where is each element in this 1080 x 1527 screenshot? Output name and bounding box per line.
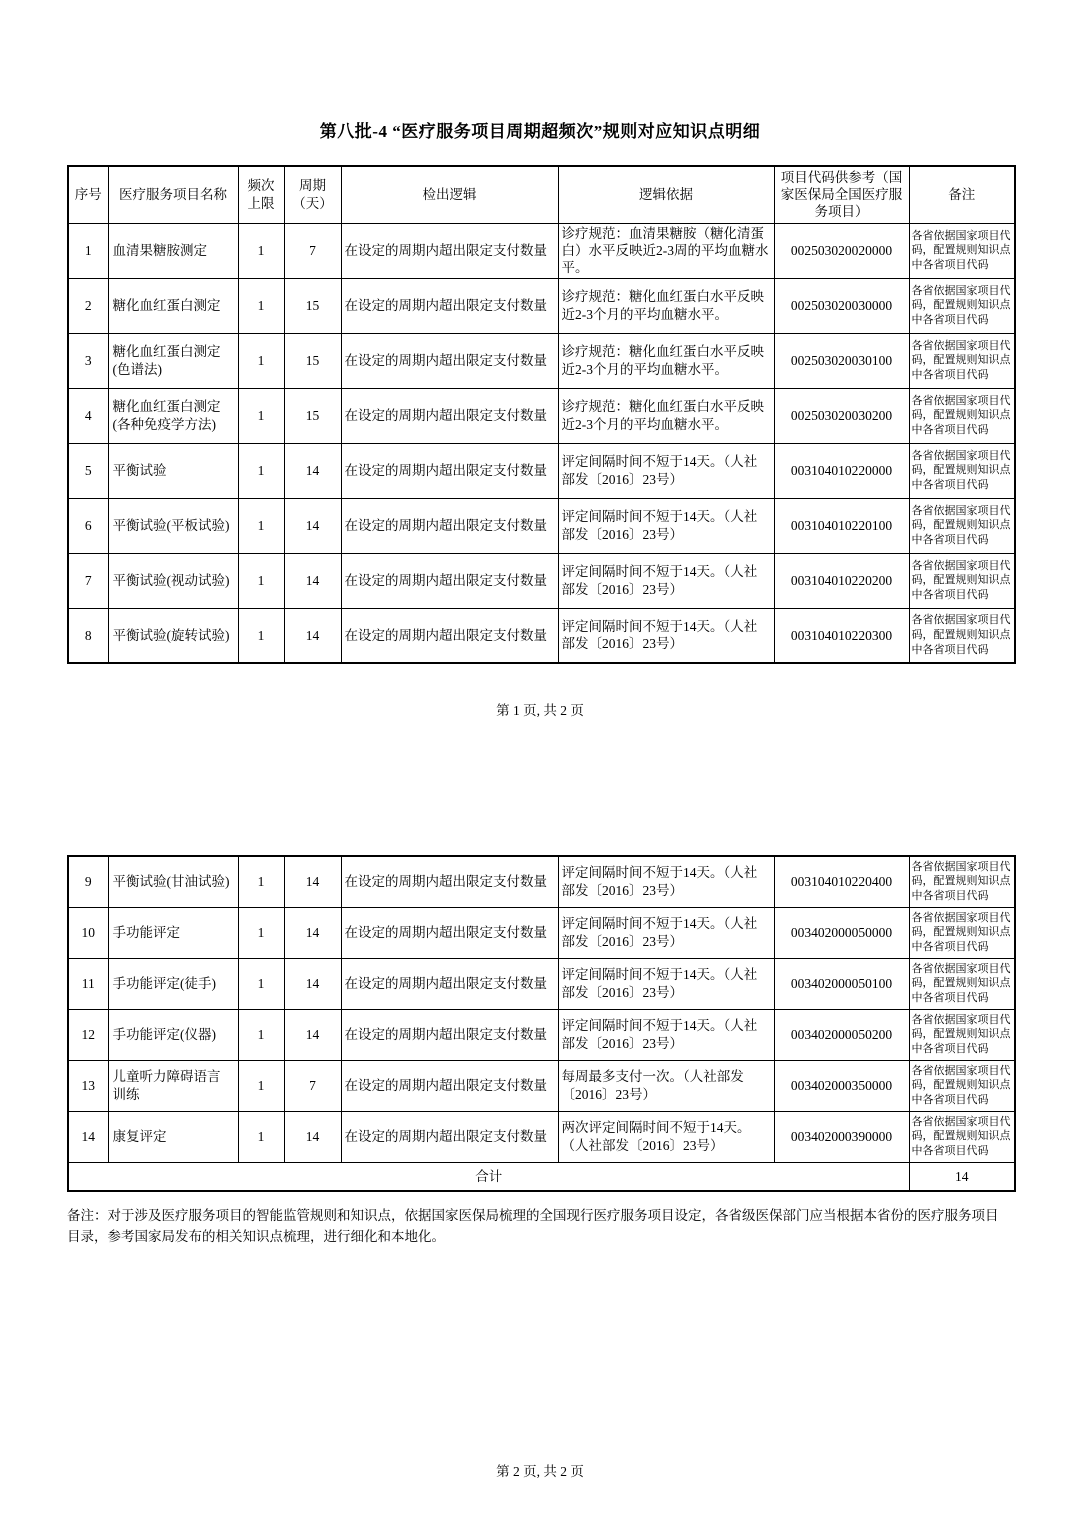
cell-period: 14: [284, 608, 341, 663]
cell-name: 手功能评定: [108, 907, 238, 958]
cell-period: 15: [284, 333, 341, 388]
cell-logic: 在设定的周期内超出限定支付数量: [341, 333, 558, 388]
table-row: [68, 333, 1015, 388]
cell-freq: 1: [238, 1060, 284, 1111]
total-label-cell: 合计: [68, 1162, 909, 1191]
cell-freq: 1: [238, 498, 284, 553]
cell-code: 002503020020000: [774, 223, 909, 278]
document-title: 第八批-4 “医疗服务项目周期超频次”规则对应知识点明细: [319, 122, 761, 141]
cell-name: 康复评定: [108, 1111, 238, 1162]
cell-code: 002503020030000: [774, 278, 909, 333]
cell-period: 14: [284, 1009, 341, 1060]
column-header-name: 医疗服务项目名称: [108, 166, 238, 223]
total-value-cell: 14: [909, 1162, 1015, 1191]
cell-basis: 诊疗规范：糖化血红蛋白水平反映近2-3个月的平均血糖水平。: [558, 278, 774, 333]
cell-seq: 3: [68, 333, 108, 388]
cell-code: 003104010220300: [774, 608, 909, 663]
cell-seq: 11: [68, 958, 108, 1009]
column-header-period: 周期（天）: [284, 166, 341, 223]
cell-logic: 在设定的周期内超出限定支付数量: [341, 1060, 558, 1111]
cell-basis: 评定间隔时间不短于14天。（人社部发〔2016〕23号）: [558, 958, 774, 1009]
cell-code: 003104010220400: [774, 856, 909, 907]
cell-logic: 在设定的周期内超出限定支付数量: [341, 907, 558, 958]
column-header-seq: 序号: [68, 166, 108, 223]
cell-name: 平衡试验(甘油试验): [108, 856, 238, 907]
cell-freq: 1: [238, 958, 284, 1009]
cell-name: 平衡试验(旋转试验): [108, 608, 238, 663]
table-row: [68, 958, 1015, 1009]
column-header-basis: 逻辑依据: [558, 166, 774, 223]
cell-basis: 评定间隔时间不短于14天。（人社部发〔2016〕23号）: [558, 1009, 774, 1060]
cell-seq: 13: [68, 1060, 108, 1111]
cell-freq: 1: [238, 333, 284, 388]
cell-code: 003104010220100: [774, 498, 909, 553]
cell-basis: 诊疗规范：糖化血红蛋白水平反映近2-3个月的平均血糖水平。: [558, 388, 774, 443]
cell-logic: 在设定的周期内超出限定支付数量: [341, 1111, 558, 1162]
cell-freq: 1: [238, 1111, 284, 1162]
cell-remark: 各省依据国家项目代码，配置规则知识点中各省项目代码: [909, 1060, 1015, 1111]
table-row: [68, 388, 1015, 443]
cell-freq: 1: [238, 1009, 284, 1060]
cell-logic: 在设定的周期内超出限定支付数量: [341, 856, 558, 907]
cell-period: 15: [284, 278, 341, 333]
cell-period: 15: [284, 388, 341, 443]
cell-remark: 各省依据国家项目代码，配置规则知识点中各省项目代码: [909, 1009, 1015, 1060]
page-footer-2: 第 2 页, 共 2 页: [496, 1464, 584, 1479]
cell-logic: 在设定的周期内超出限定支付数量: [341, 278, 558, 333]
cell-period: 14: [284, 856, 341, 907]
cell-name: 儿童听力障碍语言训练: [108, 1060, 238, 1111]
cell-seq: 14: [68, 1111, 108, 1162]
cell-name: 平衡试验(平板试验): [108, 498, 238, 553]
table-row: [68, 443, 1015, 498]
cell-period: 14: [284, 443, 341, 498]
cell-freq: 1: [238, 608, 284, 663]
cell-code: 003402000350000: [774, 1060, 909, 1111]
cell-remark: 各省依据国家项目代码，配置规则知识点中各省项目代码: [909, 856, 1015, 907]
cell-seq: 5: [68, 443, 108, 498]
cell-remark: 各省依据国家项目代码，配置规则知识点中各省项目代码: [909, 907, 1015, 958]
table-row: [68, 278, 1015, 333]
column-header-logic: 检出逻辑: [341, 166, 558, 223]
cell-period: 14: [284, 1111, 341, 1162]
cell-freq: 1: [238, 856, 284, 907]
cell-freq: 1: [238, 278, 284, 333]
cell-name: 糖化血红蛋白测定(各种免疫学方法): [108, 388, 238, 443]
cell-period: 14: [284, 498, 341, 553]
cell-logic: 在设定的周期内超出限定支付数量: [341, 958, 558, 1009]
cell-period: 14: [284, 907, 341, 958]
table-row: [68, 223, 1015, 278]
cell-seq: 9: [68, 856, 108, 907]
cell-basis: 两次评定间隔时间不短于14天。（人社部发〔2016〕23号）: [558, 1111, 774, 1162]
cell-logic: 在设定的周期内超出限定支付数量: [341, 608, 558, 663]
cell-basis: 评定间隔时间不短于14天。（人社部发〔2016〕23号）: [558, 856, 774, 907]
cell-logic: 在设定的周期内超出限定支付数量: [341, 443, 558, 498]
column-header-code: 项目代码供参考（国家医保局全国医疗服务项目）: [774, 166, 909, 223]
cell-name: 糖化血红蛋白测定(色谱法): [108, 333, 238, 388]
cell-seq: 10: [68, 907, 108, 958]
cell-seq: 6: [68, 498, 108, 553]
cell-freq: 1: [238, 553, 284, 608]
cell-freq: 1: [238, 907, 284, 958]
page-footer-1: 第 1 页, 共 2 页: [496, 703, 584, 718]
rules-table-page2: [67, 855, 1016, 1192]
cell-code: 003402000050000: [774, 907, 909, 958]
cell-seq: 7: [68, 553, 108, 608]
rules-table-page1: [67, 165, 1016, 664]
cell-code: 002503020030100: [774, 333, 909, 388]
table-row: [68, 856, 1015, 907]
cell-basis: 评定间隔时间不短于14天。（人社部发〔2016〕23号）: [558, 553, 774, 608]
cell-basis: 诊疗规范：糖化血红蛋白水平反映近2-3个月的平均血糖水平。: [558, 333, 774, 388]
cell-basis: 诊疗规范：血清果糖胺（糖化清蛋白）水平反映近2-3周的平均血糖水平。: [558, 223, 774, 278]
cell-name: 平衡试验: [108, 443, 238, 498]
cell-period: 14: [284, 958, 341, 1009]
column-header-freq: 频次上限: [238, 166, 284, 223]
cell-code: 003402000050100: [774, 958, 909, 1009]
cell-seq: 1: [68, 223, 108, 278]
header-row: [68, 166, 1015, 223]
cell-logic: 在设定的周期内超出限定支付数量: [341, 553, 558, 608]
cell-basis: 评定间隔时间不短于14天。（人社部发〔2016〕23号）: [558, 907, 774, 958]
total-row: [68, 1162, 1015, 1191]
cell-basis: 每周最多支付一次。（人社部发〔2016〕23号）: [558, 1060, 774, 1111]
cell-period: 7: [284, 1060, 341, 1111]
cell-code: 003402000050200: [774, 1009, 909, 1060]
table-row: [68, 608, 1015, 663]
cell-name: 手功能评定(仪器): [108, 1009, 238, 1060]
cell-logic: 在设定的周期内超出限定支付数量: [341, 498, 558, 553]
cell-basis: 评定间隔时间不短于14天。（人社部发〔2016〕23号）: [558, 608, 774, 663]
cell-freq: 1: [238, 223, 284, 278]
table-row: [68, 1111, 1015, 1162]
cell-remark: 各省依据国家项目代码，配置规则知识点中各省项目代码: [909, 223, 1015, 278]
column-header-remark: 备注: [909, 166, 1015, 223]
cell-remark: 各省依据国家项目代码，配置规则知识点中各省项目代码: [909, 498, 1015, 553]
cell-name: 手功能评定(徒手): [108, 958, 238, 1009]
cell-code: 003104010220000: [774, 443, 909, 498]
cell-name: 血清果糖胺测定: [108, 223, 238, 278]
cell-code: 003402000390000: [774, 1111, 909, 1162]
cell-remark: 各省依据国家项目代码，配置规则知识点中各省项目代码: [909, 388, 1015, 443]
cell-seq: 2: [68, 278, 108, 333]
cell-period: 14: [284, 553, 341, 608]
cell-remark: 各省依据国家项目代码，配置规则知识点中各省项目代码: [909, 958, 1015, 1009]
table-row: [68, 498, 1015, 553]
cell-basis: 评定间隔时间不短于14天。（人社部发〔2016〕23号）: [558, 498, 774, 553]
table-row: [68, 1009, 1015, 1060]
cell-seq: 12: [68, 1009, 108, 1060]
cell-seq: 8: [68, 608, 108, 663]
cell-remark: 各省依据国家项目代码，配置规则知识点中各省项目代码: [909, 333, 1015, 388]
cell-logic: 在设定的周期内超出限定支付数量: [341, 223, 558, 278]
cell-freq: 1: [238, 388, 284, 443]
cell-remark: 各省依据国家项目代码，配置规则知识点中各省项目代码: [909, 278, 1015, 333]
cell-remark: 各省依据国家项目代码，配置规则知识点中各省项目代码: [909, 1111, 1015, 1162]
cell-logic: 在设定的周期内超出限定支付数量: [341, 1009, 558, 1060]
cell-code: 003104010220200: [774, 553, 909, 608]
cell-name: 平衡试验(视动试验): [108, 553, 238, 608]
table-row: [68, 553, 1015, 608]
cell-logic: 在设定的周期内超出限定支付数量: [341, 388, 558, 443]
cell-period: 7: [284, 223, 341, 278]
footnote: 备注：对于涉及医疗服务项目的智能监管规则和知识点，依据国家医保局梳理的全国现行医疗服务项目设定，各省级医保部门应当根据本省份的医疗服务项目目录，参考国家局发布的相关知识点梳理，进行细化和本地化。: [67, 1208, 999, 1244]
table-row: [68, 907, 1015, 958]
table-row: [68, 1060, 1015, 1111]
cell-remark: 各省依据国家项目代码，配置规则知识点中各省项目代码: [909, 553, 1015, 608]
cell-freq: 1: [238, 443, 284, 498]
cell-code: 002503020030200: [774, 388, 909, 443]
cell-remark: 各省依据国家项目代码，配置规则知识点中各省项目代码: [909, 443, 1015, 498]
cell-seq: 4: [68, 388, 108, 443]
cell-remark: 各省依据国家项目代码，配置规则知识点中各省项目代码: [909, 608, 1015, 663]
cell-name: 糖化血红蛋白测定: [108, 278, 238, 333]
cell-basis: 评定间隔时间不短于14天。（人社部发〔2016〕23号）: [558, 443, 774, 498]
